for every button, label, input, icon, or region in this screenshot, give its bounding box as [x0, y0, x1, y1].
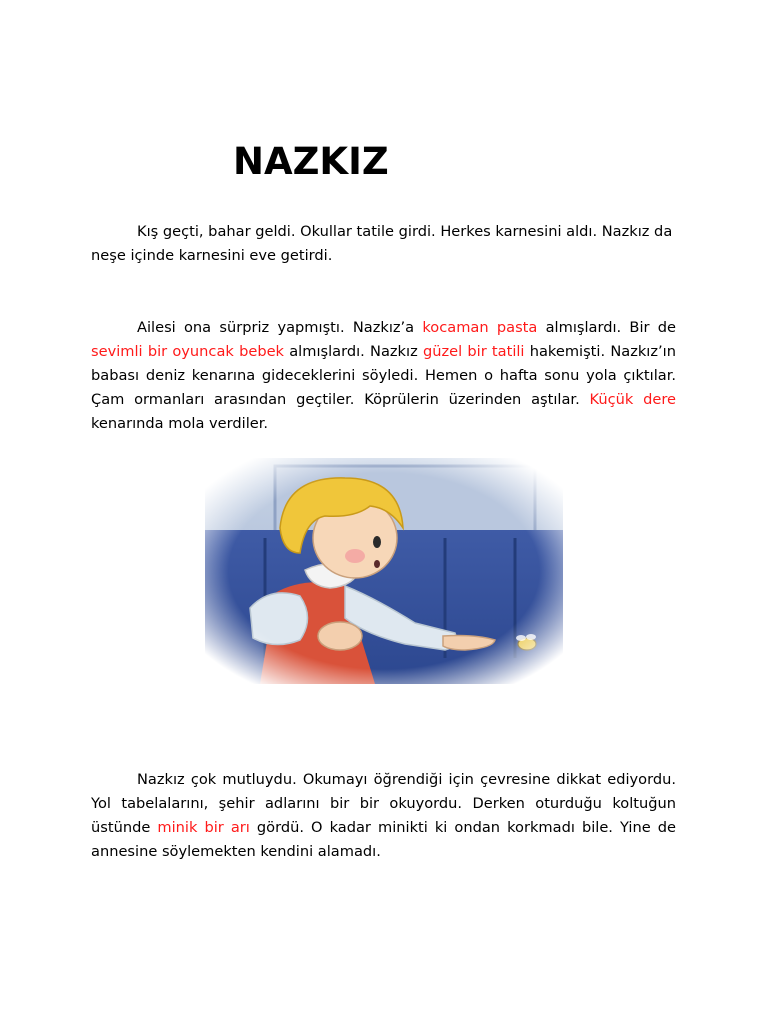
- highlight-phrase: Küçük dere: [589, 391, 676, 408]
- paragraph-2: [91, 316, 676, 436]
- paragraph-2-text: Ailesi ona sürpriz yapmıştı. Nazkız’a: [137, 319, 423, 336]
- paragraph-2-text: kenarında mola verdiler.: [91, 415, 269, 432]
- paragraph-2-text: hakemişti. Nazkız’ın babası deniz kenarına gideceklerini söyledi. Hemen o hafta sonu yola çıktılar. Çam ormanları arasından geçtiler. Köprülerin üzerinden aştılar.: [91, 343, 676, 408]
- highlight-phrase: minik bir arı: [157, 819, 250, 836]
- paragraph-3-text: Nazkız çok mutluydu. Okumayı öğrendiği için çevresine dikkat ediyordu. Yol tabelalarını, şehir adlarını bir bir okuyordu. Derken oturduğu koltuğun üstünde: [91, 771, 676, 836]
- illustration-girl-on-seat: [205, 458, 563, 684]
- paragraph-3: [91, 768, 676, 864]
- paragraph-2-text: almışlardı. Bir de: [537, 319, 676, 336]
- highlight-phrase: sevimli bir oyuncak bebek: [91, 343, 285, 360]
- page-title: NAZKIZ: [233, 140, 389, 183]
- paragraph-3-text: gördü. O kadar minikti ki ondan korkmadı bile. Yine de annesine söylemekten kendini alamadı.: [91, 819, 676, 860]
- paragraph-1-text: Kış geçti, bahar geldi. Okullar tatile girdi. Herkes karnesini aldı. Nazkız da neşe içinde karnesini eve getirdi.: [91, 223, 673, 264]
- highlight-phrase: kocaman pasta: [422, 319, 538, 336]
- highlight-phrase: güzel bir tatili: [422, 343, 525, 360]
- illustration-image: [205, 458, 563, 684]
- paragraph-2-text: almışlardı. Nazkız: [284, 343, 423, 360]
- paragraph-1: [91, 220, 676, 268]
